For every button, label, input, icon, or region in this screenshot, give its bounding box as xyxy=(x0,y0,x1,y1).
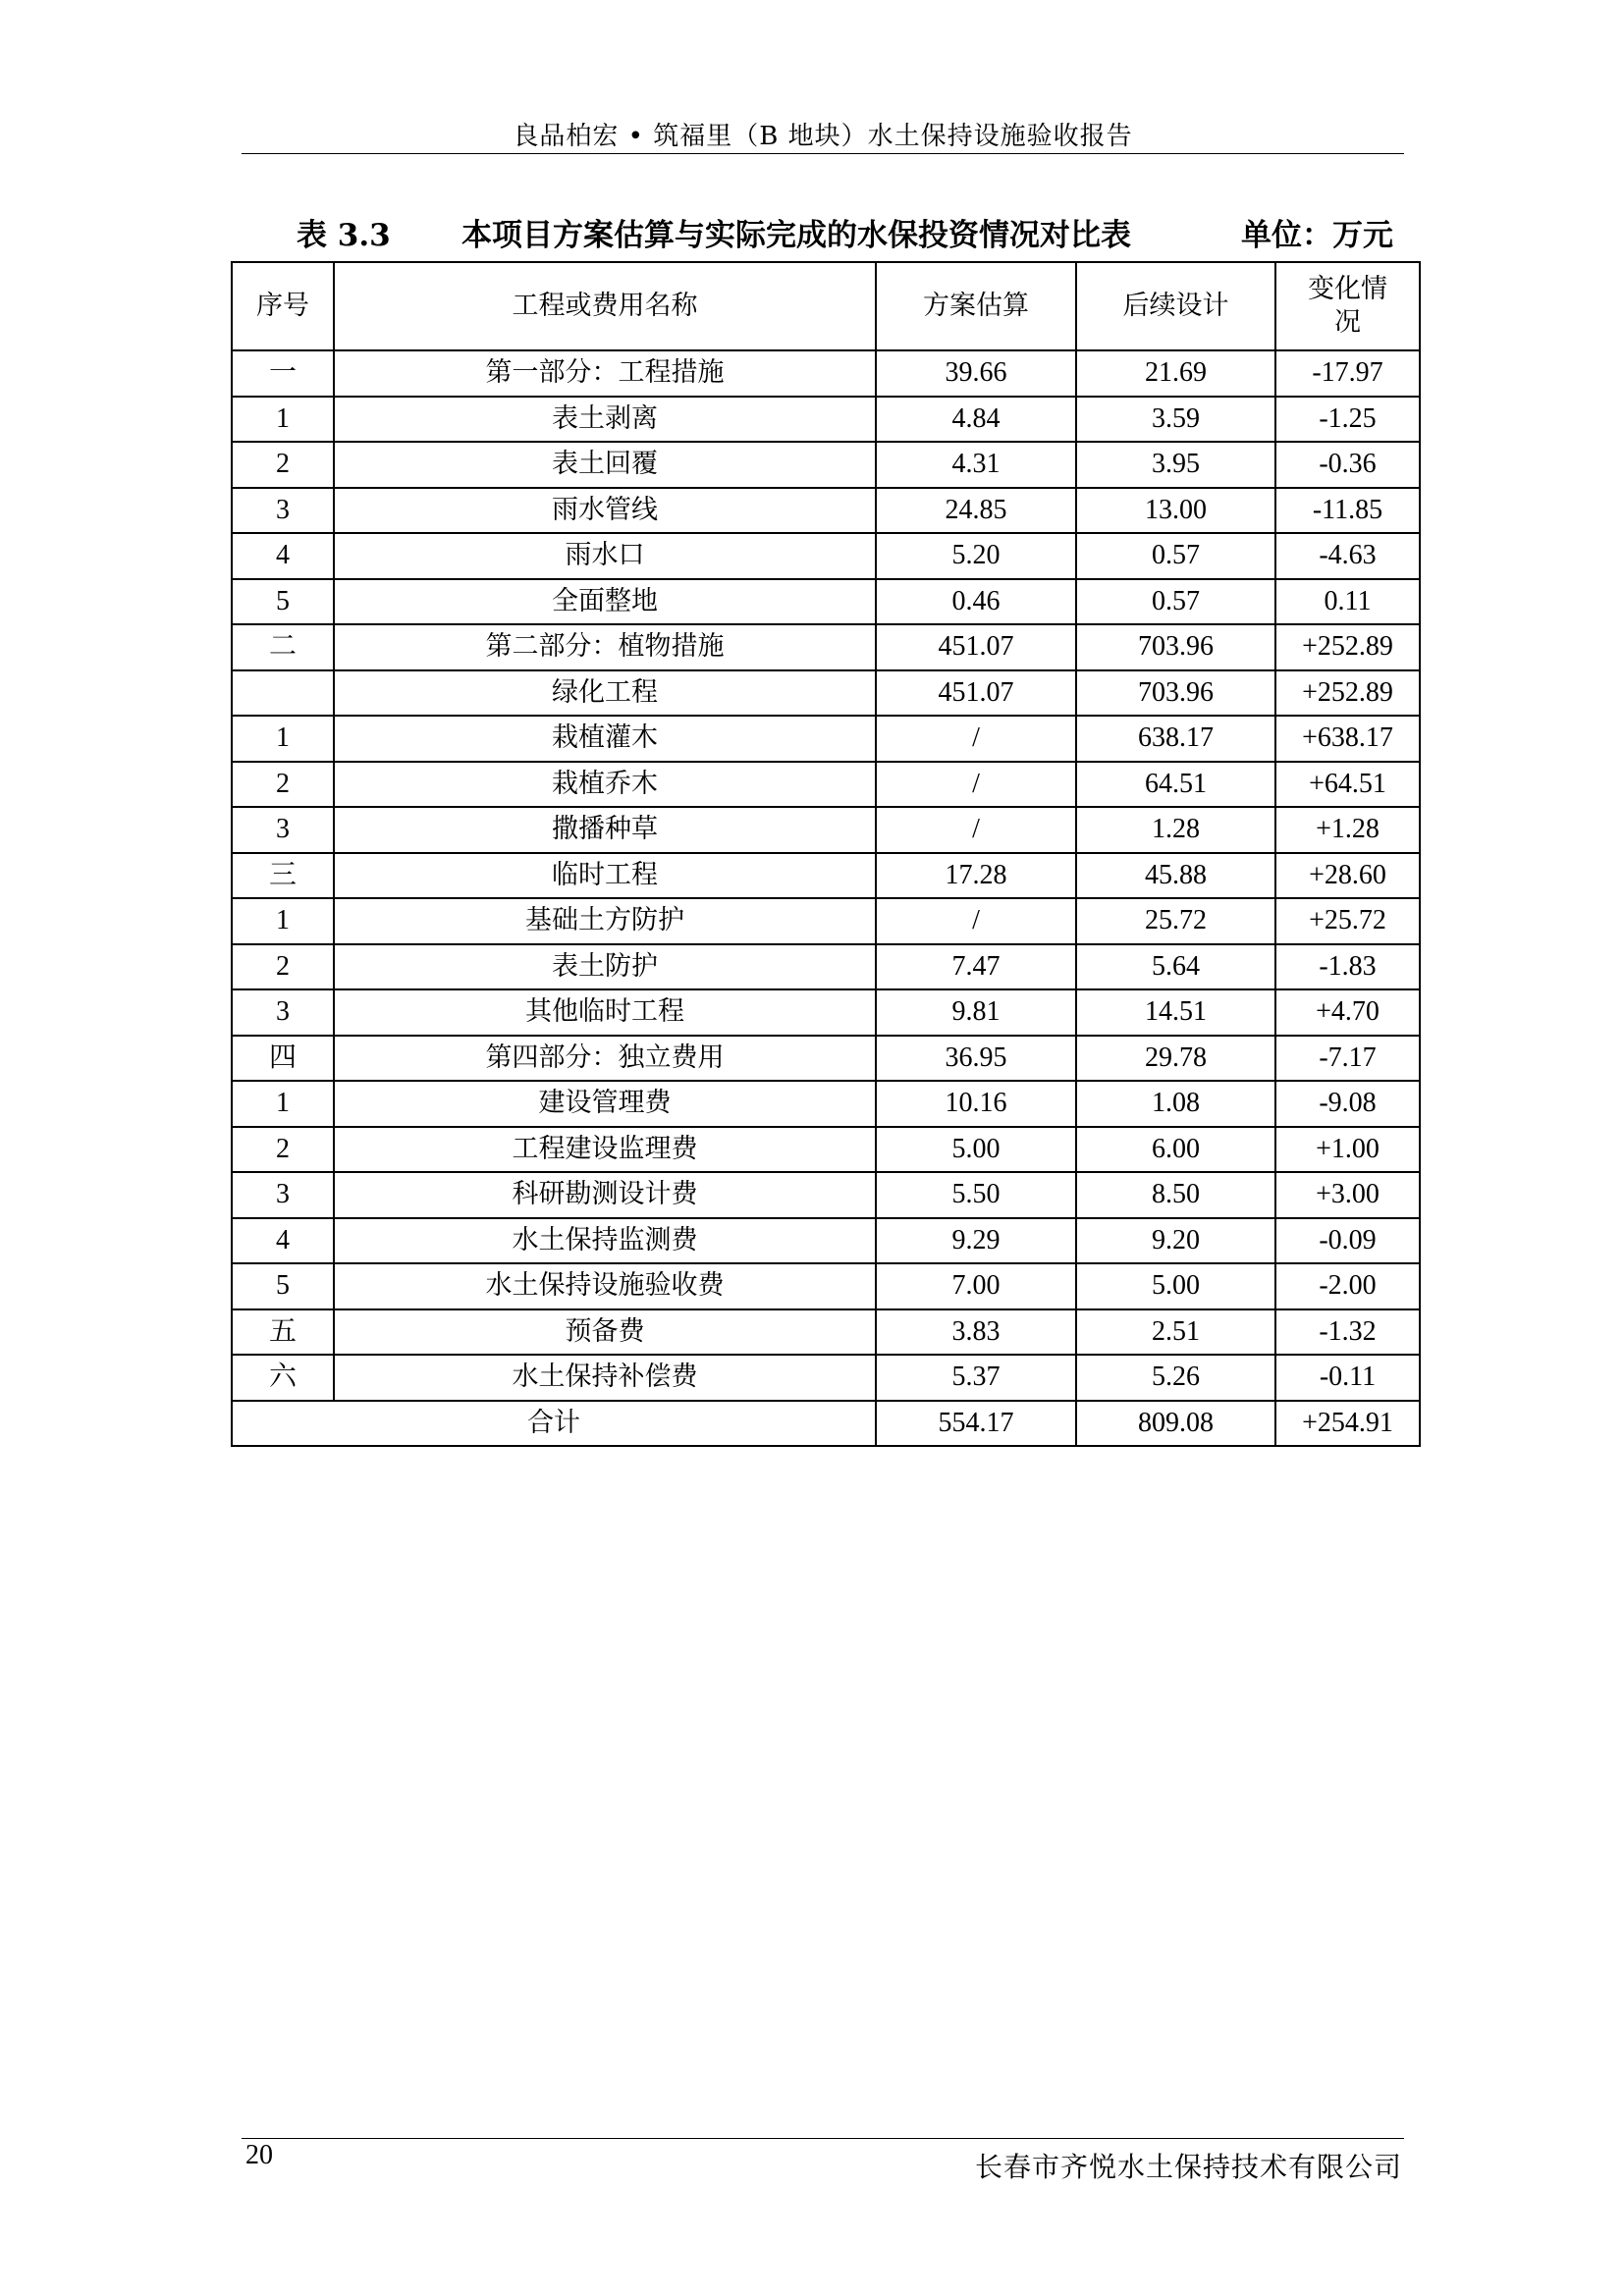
row-change: -0.11 xyxy=(1275,1355,1420,1401)
page-number: 20 xyxy=(245,2140,273,2170)
table-row xyxy=(232,989,1420,1036)
row-item-name: 栽植灌木 xyxy=(334,716,876,762)
row-item-name: 工程建设监理费 xyxy=(334,1127,876,1173)
table-row xyxy=(232,1036,1420,1082)
row-index: 3 xyxy=(232,1172,334,1218)
table-row xyxy=(232,350,1420,397)
table-row xyxy=(232,670,1420,717)
row-index xyxy=(232,670,334,717)
row-design: 6.00 xyxy=(1076,1127,1275,1173)
row-index: 2 xyxy=(232,442,334,488)
row-estimate: / xyxy=(876,762,1076,808)
row-item-name: 第一部分：工程措施 xyxy=(334,350,876,397)
header-rule xyxy=(242,153,1404,154)
row-item-name: 表土回覆 xyxy=(334,442,876,488)
row-change: +1.28 xyxy=(1275,807,1420,853)
row-item-name: 第二部分：植物措施 xyxy=(334,624,876,670)
header-item-name: 工程或费用名称 xyxy=(334,262,876,350)
row-index: 1 xyxy=(232,1081,334,1127)
row-design: 0.57 xyxy=(1076,533,1275,579)
row-item-name: 雨水口 xyxy=(334,533,876,579)
table-row xyxy=(232,442,1420,488)
row-change: 0.11 xyxy=(1275,579,1420,625)
row-design: 5.64 xyxy=(1076,944,1275,990)
row-estimate: 5.50 xyxy=(876,1172,1076,1218)
row-index: 3 xyxy=(232,807,334,853)
row-change: +64.51 xyxy=(1275,762,1420,808)
row-estimate: 451.07 xyxy=(876,670,1076,717)
row-design: 1.08 xyxy=(1076,1081,1275,1127)
table-row xyxy=(232,716,1420,762)
row-index: 3 xyxy=(232,488,334,534)
row-change: +638.17 xyxy=(1275,716,1420,762)
table-row xyxy=(232,1172,1420,1218)
row-index: 4 xyxy=(232,1218,334,1264)
row-change: -0.09 xyxy=(1275,1218,1420,1264)
company-name: 长春市齐悦水土保持技术有限公司 xyxy=(974,2151,1402,2183)
row-change: -7.17 xyxy=(1275,1036,1420,1082)
row-estimate: 9.81 xyxy=(876,989,1076,1036)
row-index: 1 xyxy=(232,716,334,762)
row-estimate: / xyxy=(876,716,1076,762)
table-row xyxy=(232,1355,1420,1401)
table-header-row xyxy=(232,262,1420,350)
row-change: -1.32 xyxy=(1275,1309,1420,1356)
row-design: 45.88 xyxy=(1076,853,1275,899)
row-change: +252.89 xyxy=(1275,670,1420,717)
row-index: 5 xyxy=(232,579,334,625)
row-change: +1.00 xyxy=(1275,1127,1420,1173)
row-design: 2.51 xyxy=(1076,1309,1275,1356)
header-change: 变化情况 xyxy=(1275,262,1420,350)
row-item-name: 撒播种草 xyxy=(334,807,876,853)
row-estimate: 3.83 xyxy=(876,1309,1076,1356)
row-change: -2.00 xyxy=(1275,1263,1420,1309)
row-design: 14.51 xyxy=(1076,989,1275,1036)
table-unit: 单位：万元 xyxy=(1241,218,1393,253)
row-change: -4.63 xyxy=(1275,533,1420,579)
row-estimate: 5.20 xyxy=(876,533,1076,579)
header-estimate: 方案估算 xyxy=(876,262,1076,350)
row-item-name: 表土剥离 xyxy=(334,397,876,443)
row-index: 1 xyxy=(232,898,334,944)
table-row xyxy=(232,1127,1420,1173)
total-design: 809.08 xyxy=(1076,1401,1275,1447)
table-row xyxy=(232,807,1420,853)
row-item-name: 绿化工程 xyxy=(334,670,876,717)
row-design: 0.57 xyxy=(1076,579,1275,625)
row-design: 64.51 xyxy=(1076,762,1275,808)
row-design: 8.50 xyxy=(1076,1172,1275,1218)
row-item-name: 水土保持监测费 xyxy=(334,1218,876,1264)
row-design: 21.69 xyxy=(1076,350,1275,397)
row-index: 2 xyxy=(232,1127,334,1173)
row-design: 703.96 xyxy=(1076,624,1275,670)
row-estimate: 10.16 xyxy=(876,1081,1076,1127)
row-index: 4 xyxy=(232,533,334,579)
row-index: 三 xyxy=(232,853,334,899)
total-label: 合计 xyxy=(232,1401,876,1447)
row-design: 3.59 xyxy=(1076,397,1275,443)
row-change: -1.83 xyxy=(1275,944,1420,990)
row-design: 3.95 xyxy=(1076,442,1275,488)
row-item-name: 基础土方防护 xyxy=(334,898,876,944)
row-estimate: 7.47 xyxy=(876,944,1076,990)
row-estimate: 4.84 xyxy=(876,397,1076,443)
row-change: +3.00 xyxy=(1275,1172,1420,1218)
table-body xyxy=(232,350,1420,1401)
row-estimate: 5.37 xyxy=(876,1355,1076,1401)
row-estimate: 0.46 xyxy=(876,579,1076,625)
table-row xyxy=(232,1081,1420,1127)
row-design: 703.96 xyxy=(1076,670,1275,717)
row-item-name: 表土防护 xyxy=(334,944,876,990)
row-change: -17.97 xyxy=(1275,350,1420,397)
table-row xyxy=(232,533,1420,579)
row-estimate: 451.07 xyxy=(876,624,1076,670)
row-item-name: 水土保持设施验收费 xyxy=(334,1263,876,1309)
row-item-name: 临时工程 xyxy=(334,853,876,899)
row-change: +4.70 xyxy=(1275,989,1420,1036)
row-item-name: 建设管理费 xyxy=(334,1081,876,1127)
row-index: 二 xyxy=(232,624,334,670)
row-estimate: 39.66 xyxy=(876,350,1076,397)
row-index: 1 xyxy=(232,397,334,443)
total-estimate: 554.17 xyxy=(876,1401,1076,1447)
row-index: 3 xyxy=(232,989,334,1036)
row-estimate: 7.00 xyxy=(876,1263,1076,1309)
table-row xyxy=(232,762,1420,808)
row-item-name: 栽植乔木 xyxy=(334,762,876,808)
table-row xyxy=(232,1263,1420,1309)
row-index: 2 xyxy=(232,944,334,990)
row-estimate: 36.95 xyxy=(876,1036,1076,1082)
row-design: 25.72 xyxy=(1076,898,1275,944)
row-index: 一 xyxy=(232,350,334,397)
row-design: 1.28 xyxy=(1076,807,1275,853)
total-row xyxy=(232,1401,1420,1447)
row-estimate: / xyxy=(876,898,1076,944)
row-design: 5.00 xyxy=(1076,1263,1275,1309)
table-row xyxy=(232,488,1420,534)
row-change: -9.08 xyxy=(1275,1081,1420,1127)
row-change: +252.89 xyxy=(1275,624,1420,670)
total-change: +254.91 xyxy=(1275,1401,1420,1447)
header-design: 后续设计 xyxy=(1076,262,1275,350)
row-item-name: 其他临时工程 xyxy=(334,989,876,1036)
table-row xyxy=(232,579,1420,625)
row-estimate: 17.28 xyxy=(876,853,1076,899)
row-design: 29.78 xyxy=(1076,1036,1275,1082)
table-row xyxy=(232,397,1420,443)
row-estimate: 24.85 xyxy=(876,488,1076,534)
row-estimate: 9.29 xyxy=(876,1218,1076,1264)
row-design: 638.17 xyxy=(1076,716,1275,762)
report-header: 良品柏宏 • 筑福里（B 地块）水土保持设施验收报告 xyxy=(513,122,1133,151)
row-index: 四 xyxy=(232,1036,334,1082)
row-estimate: 4.31 xyxy=(876,442,1076,488)
table-title: 本项目方案估算与实际完成的水保投资情况对比表 xyxy=(461,218,1131,253)
row-item-name: 第四部分：独立费用 xyxy=(334,1036,876,1082)
row-item-name: 全面整地 xyxy=(334,579,876,625)
row-change: -11.85 xyxy=(1275,488,1420,534)
row-item-name: 预备费 xyxy=(334,1309,876,1356)
row-change: +28.60 xyxy=(1275,853,1420,899)
table-row xyxy=(232,853,1420,899)
row-change: +25.72 xyxy=(1275,898,1420,944)
row-item-name: 雨水管线 xyxy=(334,488,876,534)
row-estimate: 5.00 xyxy=(876,1127,1076,1173)
table-row xyxy=(232,944,1420,990)
row-index: 5 xyxy=(232,1263,334,1309)
row-change: -0.36 xyxy=(1275,442,1420,488)
row-item-name: 科研勘测设计费 xyxy=(334,1172,876,1218)
row-index: 六 xyxy=(232,1355,334,1401)
investment-comparison-table xyxy=(231,261,1421,1447)
row-design: 5.26 xyxy=(1076,1355,1275,1401)
row-index: 2 xyxy=(232,762,334,808)
table-row xyxy=(232,624,1420,670)
table-number: 表 3.3 xyxy=(297,218,391,253)
header-index: 序号 xyxy=(232,262,334,350)
row-index: 五 xyxy=(232,1309,334,1356)
footer-rule xyxy=(242,2138,1404,2139)
row-item-name: 水土保持补偿费 xyxy=(334,1355,876,1401)
row-change: -1.25 xyxy=(1275,397,1420,443)
table-row xyxy=(232,1309,1420,1356)
table-row xyxy=(232,898,1420,944)
row-estimate: / xyxy=(876,807,1076,853)
table-row xyxy=(232,1218,1420,1264)
row-design: 9.20 xyxy=(1076,1218,1275,1264)
row-design: 13.00 xyxy=(1076,488,1275,534)
